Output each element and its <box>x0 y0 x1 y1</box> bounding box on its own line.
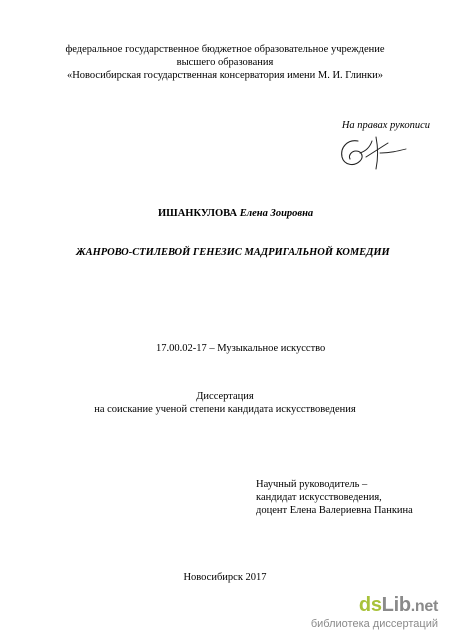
watermark-logo-part-1: ds <box>358 594 382 616</box>
author-name <box>158 208 313 219</box>
handwritten-signature <box>336 133 410 173</box>
supervisor-name: доцент Елена Валериевна Панкина <box>256 505 413 516</box>
institution-line-1: федеральное государственное бюджетное образовательное учреждение <box>65 44 385 55</box>
watermark-logo <box>311 594 438 618</box>
specialty-code: 17.00.02-17 – Музыкальное искусство <box>156 343 326 354</box>
author-given-names: Елена Зоировна <box>239 208 314 219</box>
city-year: Новосибирск 2017 <box>183 572 267 583</box>
dissertation-title: ЖАНРОВО-СТИЛЕВОЙ ГЕНЕЗИС МАДРИГАЛЬНОЙ КОМЕДИИ <box>76 247 390 258</box>
institution-line-2: высшего образования <box>176 57 274 68</box>
degree-line: на соискание ученой степени кандидата искусствоведения <box>94 404 356 415</box>
supervisor-label: Научный руководитель – <box>256 479 368 490</box>
supervisor-degree: кандидат искусствоведения, <box>256 492 382 503</box>
watermark <box>311 594 438 631</box>
manuscript-rights-note: На правах рукописи <box>341 120 430 131</box>
institution-line-3: «Новосибирская государственная консерватория имени М. И. Глинки» <box>66 70 384 81</box>
watermark-subtitle: библиотека диссертаций <box>310 618 438 630</box>
author-surname: ИШАНКУЛОВА <box>158 208 238 219</box>
watermark-logo-part-3: .net <box>410 598 438 615</box>
document-type: Диссертация <box>196 391 254 402</box>
watermark-logo-part-2: Lib <box>381 594 411 616</box>
